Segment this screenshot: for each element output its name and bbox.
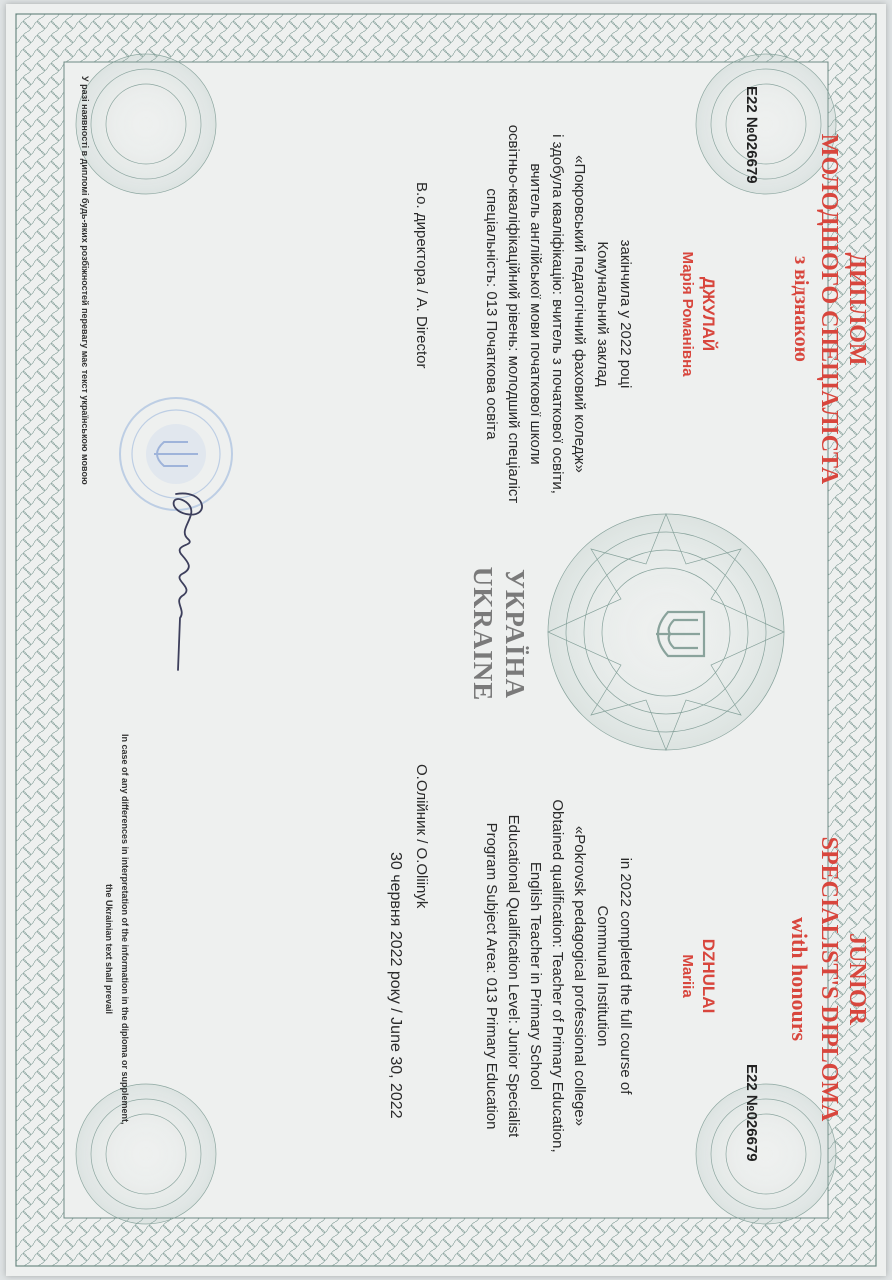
country-name-ua: УКРАЇНА — [500, 569, 530, 699]
en-title-line1: JUNIOR — [844, 932, 870, 1026]
diploma-content — [6, 4, 886, 1276]
ua-title-line2: МОЛОДШОГО СПЕЦІАЛІСТА — [816, 133, 842, 485]
en-line-4: Obtained qualification: Teacher of Primary Education, — [549, 799, 566, 1153]
en-title-line3: with honours — [787, 916, 812, 1042]
ua-line-7: спеціальність: 013 Початкова освіта — [483, 188, 500, 440]
handwritten-signature-icon — [156, 484, 216, 674]
en-line-1: in 2022 completed the full course of — [617, 857, 634, 1095]
en-line-5: English Teacher in Primary School — [527, 861, 544, 1091]
en-given-names: Mariia — [679, 954, 696, 998]
en-surname: DZHULAI — [699, 938, 718, 1014]
ua-series-number: E22 №026679 — [743, 86, 760, 184]
en-series-number: E22 №026679 — [743, 1064, 760, 1162]
en-title-line2: SPECIALIST'S DIPLOMA — [816, 836, 842, 1122]
en-date: 30 червня 2022 року / June 30, 2022 — [387, 852, 404, 1119]
ua-title-line3: з відзнакою — [790, 256, 812, 362]
ua-footnote: У разі наявності в дипломі будь-яких розбіжностей перевагу має текст українською мовою — [80, 76, 90, 485]
en-footnote-line2: the Ukrainian text shall prevail — [104, 884, 114, 1015]
ua-line-6: освітньо-кваліфікаційний рівень: молодший спеціаліст — [505, 124, 522, 504]
ua-given-names: Марія Романівна — [679, 251, 696, 377]
en-line-7: Program Subject Area: 013 Primary Education — [483, 822, 500, 1130]
trident-icon — [642, 598, 714, 670]
ua-surname: ДЖУЛАЙ — [699, 276, 718, 352]
en-line-3: «Pokrovsk pedagogical professional college» — [571, 825, 588, 1127]
en-line-6: Educational Qualification Level: Junior Specialist — [505, 814, 522, 1138]
diploma-page — [6, 4, 886, 1276]
ua-line-2: Комунальний заклад — [594, 241, 611, 387]
ua-line-3: «Покровський педагогічний фаховий коледж» — [571, 155, 588, 473]
ua-director: В.о. директора / A. Director — [413, 182, 430, 369]
ua-title-line1: ДИПЛОМ — [844, 252, 870, 366]
en-line-2: Communal Institution — [594, 905, 611, 1047]
ua-line-4: і здобула кваліфікацію: вчитель з початкової освіти, — [549, 134, 566, 494]
country-name-en: UKRAINE — [468, 566, 498, 702]
ua-line-1: закінчила у 2022 році — [617, 239, 634, 389]
en-footnote-line1: In case of any differences in interpretation of the information in the diploma or supplement, — [120, 734, 130, 1125]
en-signatory: О.Олійник / O.Oliinyk — [413, 764, 430, 909]
ua-line-5: вчитель англійської мови початкової школи — [527, 163, 544, 465]
